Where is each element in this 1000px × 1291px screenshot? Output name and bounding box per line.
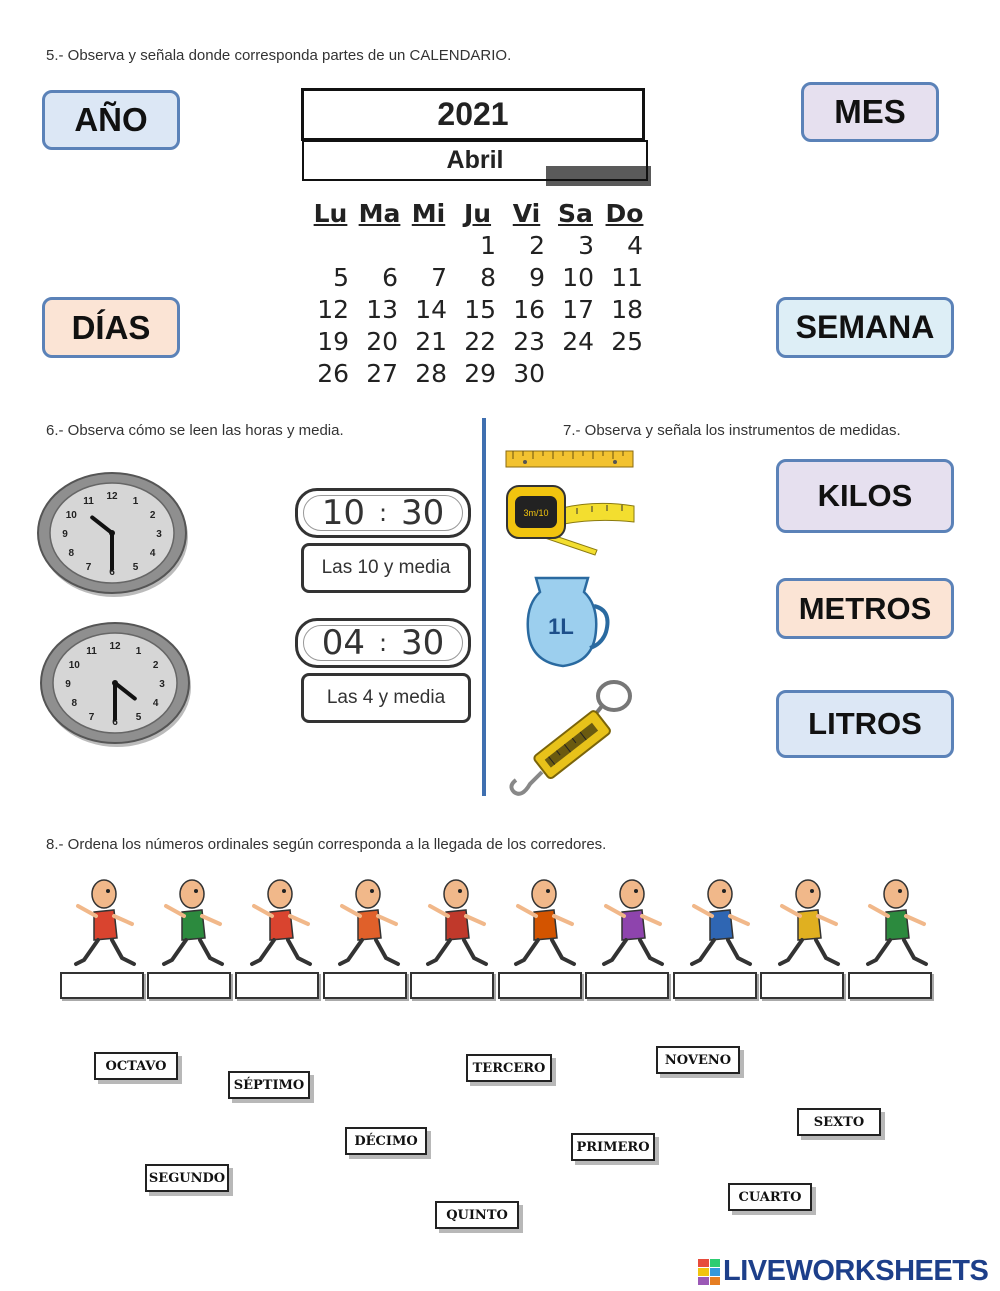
- calendar-day: 2: [529, 231, 545, 260]
- clock-numeral: 8: [71, 698, 78, 709]
- calendar-day: 5: [333, 263, 349, 292]
- label-dias-text: DÍAS: [71, 308, 151, 346]
- label-litros-text: LITROS: [808, 706, 922, 741]
- clock-numeral: 12: [106, 491, 118, 502]
- clock-numeral: 4: [152, 698, 159, 709]
- label-ano-text: AÑO: [74, 101, 148, 138]
- section-divider: [482, 418, 486, 796]
- answer-slot[interactable]: [235, 972, 319, 999]
- runner-figure: [868, 880, 926, 964]
- clock-numeral: 8: [68, 548, 75, 559]
- label-metros-text: METROS: [798, 590, 932, 626]
- ordinal-card-primero[interactable]: PRIMERO: [571, 1133, 655, 1161]
- label-dias[interactable]: [42, 297, 180, 358]
- calendar-day: 8: [480, 263, 496, 292]
- ordinal-card-sexto[interactable]: SEXTO: [797, 1108, 881, 1136]
- runner-figure: [604, 880, 662, 964]
- clock-numeral: 12: [109, 641, 121, 652]
- calendar-day: 18: [611, 295, 643, 324]
- clock-numeral: 5: [135, 711, 142, 723]
- ordinal-card-noveno[interactable]: NOVENO: [656, 1046, 740, 1074]
- clock-numeral: 3: [159, 679, 165, 690]
- calendar-day: [600, 358, 649, 390]
- calendar-day: 17: [562, 295, 594, 324]
- calendar-day: 23: [513, 327, 545, 356]
- time-hours: 04: [321, 623, 365, 663]
- answer-slot[interactable]: [323, 972, 407, 999]
- calendar-day: 21: [415, 327, 447, 356]
- jug-label: 1L: [548, 614, 574, 639]
- calendar-day: 22: [464, 327, 496, 356]
- answer-slot[interactable]: [760, 972, 844, 999]
- clock-numeral: 11: [86, 646, 97, 658]
- calendar-day: 11: [611, 263, 643, 292]
- ordinal-card-tercero[interactable]: TERCERO: [466, 1054, 552, 1082]
- ordinal-card-séptimo[interactable]: SÉPTIMO: [228, 1071, 310, 1099]
- calendar-day: 12: [317, 295, 349, 324]
- brand: [698, 1255, 988, 1288]
- clock-numeral: 7: [85, 561, 92, 573]
- label-kilos-text: KILOS: [817, 478, 913, 513]
- calendar-weekday: Ju: [463, 199, 492, 228]
- calendar-day: 29: [464, 359, 496, 388]
- calendar-weekday: Vi: [512, 199, 541, 228]
- answer-slot[interactable]: [498, 972, 582, 999]
- answer-slot[interactable]: [848, 972, 932, 999]
- ordinal-card-cuarto[interactable]: CUARTO: [728, 1183, 812, 1211]
- calendar-weekday: Mi: [411, 199, 446, 228]
- label-kilos[interactable]: [776, 459, 954, 533]
- calendar-day: 27: [366, 359, 398, 388]
- calendar-day: 3: [578, 231, 594, 260]
- runner-figure: [692, 880, 750, 964]
- runner-figure: [252, 880, 310, 964]
- answer-slot[interactable]: [147, 972, 231, 999]
- runner-figure: [340, 880, 398, 964]
- label-mes-text: MES: [834, 93, 906, 130]
- ordinal-card-segundo[interactable]: SEGUNDO: [145, 1164, 229, 1192]
- clock-numeral: 1: [132, 496, 139, 508]
- question-8: 8.- Ordena los números ordinales según corresponda a la llegada de los corredores.: [46, 836, 607, 853]
- runner-figure: [780, 880, 838, 964]
- time-caption: Las 4 y media: [301, 673, 471, 723]
- spring-scale-icon: [502, 676, 642, 806]
- time-minutes: 30: [401, 493, 445, 533]
- calendar-day: 6: [382, 263, 398, 292]
- ordinal-card-octavo[interactable]: OCTAVO: [94, 1052, 178, 1080]
- clock-numeral: 9: [62, 529, 68, 540]
- clock-numeral: 10: [68, 660, 80, 671]
- calendar-day: 28: [415, 359, 447, 388]
- calendar-day: [355, 230, 404, 262]
- question-7: 7.- Observa y señala los instrumentos de medidas.: [563, 422, 901, 439]
- clock-numeral: 9: [65, 679, 71, 690]
- calendar-weekday: Lu: [313, 199, 348, 228]
- calendar-month: Abril: [302, 140, 648, 181]
- question-5: 5.- Observa y señala donde corresponda partes de un CALENDARIO.: [46, 47, 512, 64]
- calendar-day: 15: [464, 295, 496, 324]
- calendar-day: 16: [513, 295, 545, 324]
- liveworksheets-logo-icon: [698, 1259, 720, 1285]
- answer-slot[interactable]: [673, 972, 757, 999]
- clock-numeral: 6: [109, 567, 115, 578]
- calendar-day: 20: [366, 327, 398, 356]
- clock-numeral: 2: [152, 660, 159, 671]
- calendar-day: 19: [317, 327, 349, 356]
- tape-measure-icon: [502, 478, 637, 558]
- clock-icon: [38, 620, 193, 750]
- time-caption: Las 10 y media: [301, 543, 471, 593]
- label-litros[interactable]: [776, 690, 954, 758]
- runner-figure: [428, 880, 486, 964]
- clock-numeral: 4: [149, 548, 156, 559]
- calendar-day: [551, 358, 600, 390]
- label-ano[interactable]: [42, 90, 180, 150]
- calendar-weekday: Do: [605, 199, 644, 228]
- clock-numeral: 10: [65, 510, 77, 521]
- clock-numeral: 3: [156, 529, 162, 540]
- runner-figure: [516, 880, 574, 964]
- calendar-day: 4: [627, 231, 643, 260]
- runner-figure: [76, 880, 134, 964]
- calendar-day: 10: [562, 263, 594, 292]
- label-semana-text: SEMANA: [795, 309, 935, 345]
- calendar-day: 26: [317, 359, 349, 388]
- ordinal-card-quinto[interactable]: QUINTO: [435, 1201, 519, 1229]
- answer-slot[interactable]: [585, 972, 669, 999]
- runner-figure: [164, 880, 222, 964]
- calendar-grid: [306, 198, 649, 390]
- ruler-icon: [505, 448, 635, 470]
- calendar-day: 25: [611, 327, 643, 356]
- calendar-day: 14: [415, 295, 447, 324]
- time-separator: :: [378, 499, 388, 527]
- calendar-day: 7: [431, 263, 447, 292]
- clock-numeral: 6: [112, 717, 118, 728]
- answer-slot[interactable]: [410, 972, 494, 999]
- jug-icon: [518, 570, 613, 670]
- time-minutes: 30: [401, 623, 445, 663]
- time-separator: :: [378, 629, 388, 657]
- calendar-day: [404, 230, 453, 262]
- label-mes[interactable]: [801, 82, 939, 142]
- brand-name: LIVEWORKSHEETS: [723, 1255, 989, 1287]
- label-metros[interactable]: [776, 578, 954, 639]
- calendar-day: 9: [529, 263, 545, 292]
- calendar-day: 30: [513, 359, 545, 388]
- question-6: 6.- Observa cómo se leen las horas y media.: [46, 422, 344, 439]
- calendar-weekday: Ma: [358, 199, 401, 228]
- calendar-day: 24: [562, 327, 594, 356]
- time-display: [295, 618, 471, 668]
- clock-numeral: 5: [132, 561, 139, 573]
- runners-illustration: [52, 872, 937, 972]
- clock-numeral: 2: [149, 510, 156, 521]
- label-semana[interactable]: [776, 297, 954, 358]
- clock-icon: [35, 470, 190, 600]
- tape-label: 3m/10: [523, 508, 549, 518]
- calendar-day: 13: [366, 295, 398, 324]
- time-display: [295, 488, 471, 538]
- calendar-day: 1: [480, 231, 496, 260]
- clock-numeral: 11: [83, 496, 94, 508]
- calendar-year: 2021: [301, 88, 645, 141]
- clock-numeral: 1: [135, 646, 142, 658]
- ordinal-card-décimo[interactable]: DÉCIMO: [345, 1127, 427, 1155]
- calendar-weekday: Sa: [558, 199, 593, 228]
- clock-numeral: 7: [88, 711, 95, 723]
- answer-slot[interactable]: [60, 972, 144, 999]
- calendar-day: [306, 230, 355, 262]
- time-hours: 10: [321, 493, 365, 533]
